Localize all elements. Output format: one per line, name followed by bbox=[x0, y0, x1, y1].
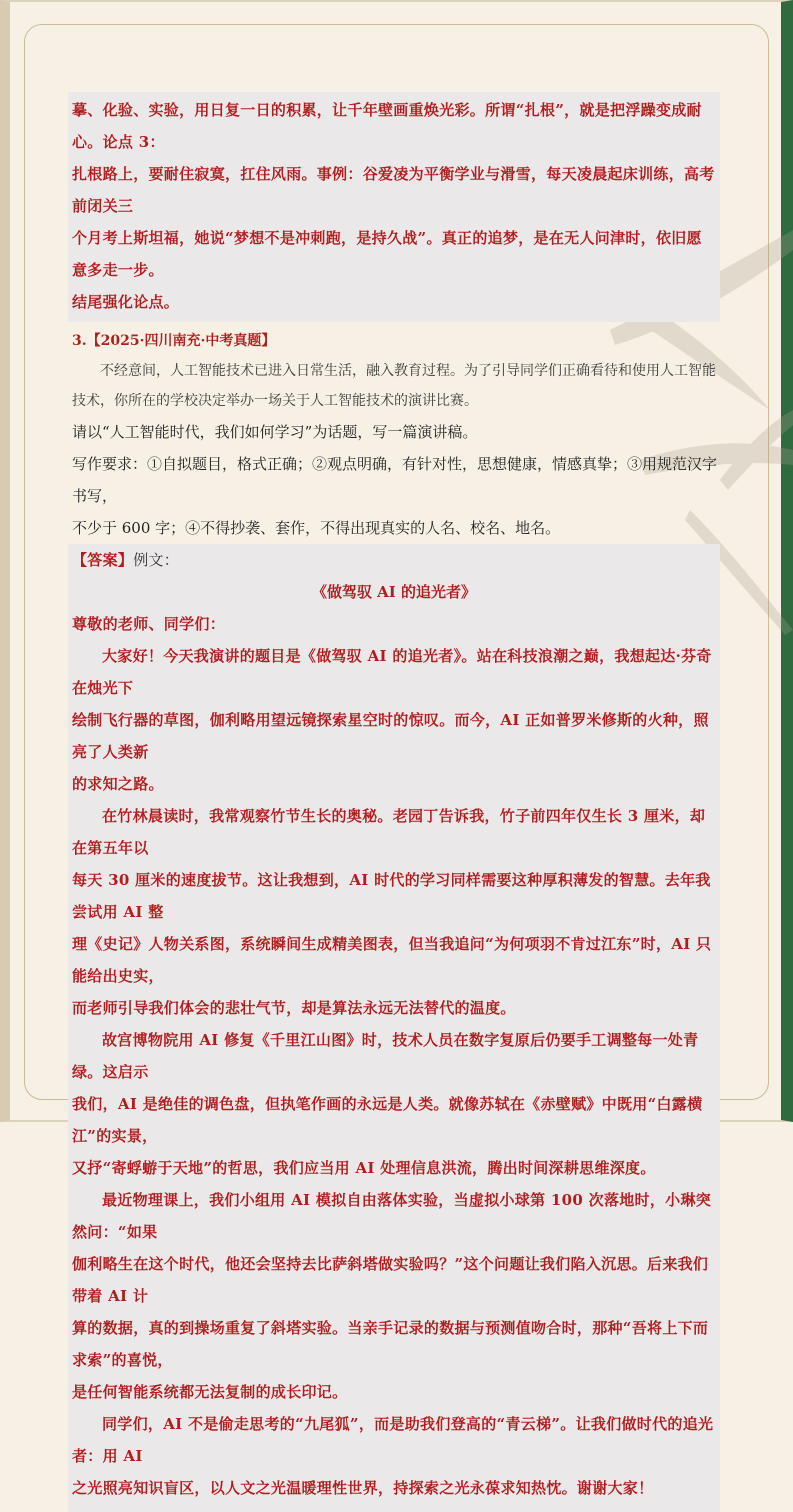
answer-label-line bbox=[72, 544, 716, 576]
essay-line: 我们，AI 是绝佳的调色盘，但执笔作画的永远是人类。就像苏轼在《赤壁赋》中既用“白露横江”的实景， bbox=[72, 1095, 703, 1145]
essay-paragraph bbox=[72, 1408, 716, 1504]
essay-line: 之光照亮知识盲区，以人文之光温暖理性世界，持探索之光永葆求知热忱。谢谢大家！ bbox=[72, 1479, 654, 1497]
essay-title: 《做驾驭 AI 的追光者》 bbox=[311, 583, 477, 601]
prev-answer-line: 结尾强化论点。 bbox=[72, 293, 180, 311]
prev-answer-block bbox=[68, 92, 720, 322]
essay-line: 最近物理课上，我们小组用 AI 模拟自由落体实验，当虚拟小球第 100 次落地时，小琳突然问：“如果 bbox=[72, 1191, 712, 1241]
essay-line: 大家好！今天我演讲的题目是《做驾驭 AI 的追光者》。站在科技浪潮之巅，我想起达·芬奇在烛光下 bbox=[72, 647, 712, 697]
essay-line: 在竹林晨读时，我常观察竹节生长的奥秘。老园丁告诉我，竹子前四年仅生长 3 厘米，却在第五年以 bbox=[72, 807, 706, 857]
essay-line: 的求知之路。 bbox=[72, 775, 164, 793]
question-prompt-line: 不经意间，人工智能技术已进入日常生活，融入教育过程。为了引导同学们正确看待和使用人工智能 bbox=[100, 363, 716, 379]
essay-line: 而老师引导我们体会的悲壮气节，却是算法永远无法替代的温度。 bbox=[72, 999, 516, 1017]
essay-paragraph bbox=[72, 640, 716, 800]
essay-paragraph bbox=[72, 1184, 716, 1408]
essay-line: 是任何智能系统都无法复制的成长印记。 bbox=[72, 1383, 348, 1401]
answer-block bbox=[68, 544, 720, 1512]
question-prompt-line: 技术，你所在的学校决定举办一场关于人工智能技术的演讲比赛。 bbox=[72, 393, 478, 409]
essay-paragraph bbox=[72, 1024, 716, 1184]
essay-line: 每天 30 厘米的速度拔节。这让我想到，AI 时代的学习同样需要这种厚积薄发的智慧。去年我尝试用 AI 整 bbox=[72, 871, 711, 921]
essay-line: 故宫博物院用 AI 修复《千里江山图》时，技术人员在数字复原后仍要手工调整每一处青绿。这启示 bbox=[72, 1031, 699, 1081]
essay-line: 算的数据，真的到操场重复了斜塔实验。当亲手记录的数据与预测值吻合时，那种“吾将上下而求索”的喜悦， bbox=[72, 1319, 709, 1369]
essay-line: 伽利略生在这个时代，他还会坚持去比萨斜塔做实验吗？”这个问题让我们陷入沉思。后来我们带着 AI 计 bbox=[72, 1255, 709, 1305]
essay-line: 理《史记》人物关系图，系统瞬间生成精美图表，但当我追问“为何项羽不肯过江东”时，AI 只能给出史实， bbox=[72, 935, 712, 985]
requirements-line: 写作要求：①自拟题目，格式正确；②观点明确，有针对性，思想健康，情感真挚；③用规范汉字书写， bbox=[72, 455, 718, 505]
question-heading: 3.【2025·四川南充·中考真题】 bbox=[72, 333, 276, 349]
essay-paragraph bbox=[72, 800, 716, 1024]
document-content bbox=[72, 92, 720, 1512]
question-instruction: 请以“人工智能时代，我们如何学习”为话题，写一篇演讲稿。 bbox=[72, 423, 478, 441]
requirements-line: 不少于 600 字；④不得抄袭、套作，不得出现真实的人名、校名、地名。 bbox=[72, 519, 561, 537]
answer-tag: 【答案】 bbox=[72, 551, 134, 569]
prev-answer-line: 摹、化验、实验，用日复一日的积累，让千年壁画重焕光彩。所谓“扎根”，就是把浮躁变成耐心。论点 3： bbox=[72, 101, 702, 151]
prev-answer-line: 扎根路上，要耐住寂寞，扛住风雨。事例：谷爱凌为平衡学业与滑雪，每天凌晨起床训练，高考前闭关三 bbox=[72, 165, 715, 215]
essay-salutation: 尊敬的老师、同学们： bbox=[72, 615, 226, 633]
prev-answer-line: 个月考上斯坦福，她说“梦想不是冲刺跑，是持久战”。真正的追梦，是在无人问津时，依旧愿意多走一步。 bbox=[72, 229, 702, 279]
essay-line: 绘制飞行器的草图，伽利略用望远镜探索星空时的惊叹。而今，AI 正如普罗米修斯的火种，照亮了人类新 bbox=[72, 711, 709, 761]
essay-line: 同学们，AI 不是偷走思考的“九尾狐”，而是助我们登高的“青云梯”。让我们做时代的追光者：用 AI bbox=[72, 1415, 714, 1465]
essay-line: 又抒“寄蜉蝣于天地”的哲思，我们应当用 AI 处理信息洪流，腾出时间深耕思维深度。 bbox=[72, 1159, 656, 1177]
answer-label: 例文： bbox=[133, 551, 180, 569]
